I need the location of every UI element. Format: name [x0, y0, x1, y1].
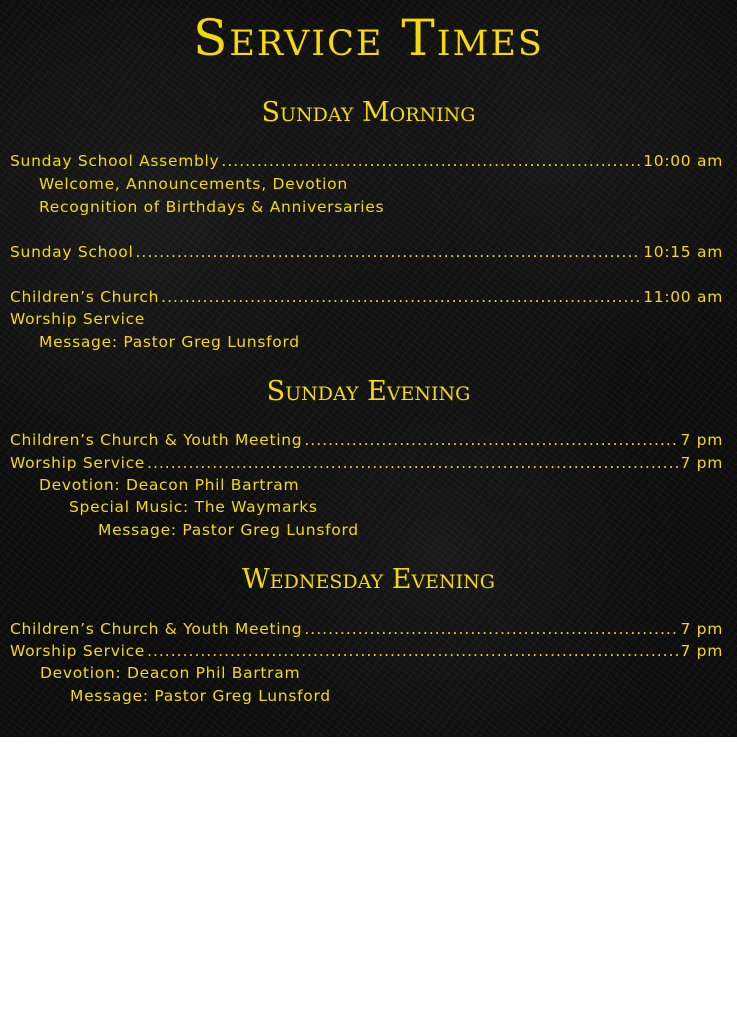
dot-leader: [147, 640, 678, 662]
wednesday-devotion: Devotion: Deacon Phil Bartram: [40, 664, 301, 682]
sunday-morning-heading: Sunday Morning: [261, 97, 476, 128]
schedule-row-wednesday-childrens-youth: [10, 618, 723, 640]
event-label: Children’s Church: [10, 288, 160, 306]
event-label: Worship Service: [10, 642, 146, 660]
schedule-row-wednesday-worship: [10, 640, 723, 662]
event-label: Children’s Church & Youth Meeting: [10, 431, 303, 449]
assembly-detail-1: Welcome, Announcements, Devotion: [39, 175, 348, 193]
morning-message: Message: Pastor Greg Lunsford: [39, 333, 300, 351]
evening-devotion: Devotion: Deacon Phil Bartram: [39, 476, 300, 494]
event-label: Children’s Church & Youth Meeting: [10, 620, 303, 638]
dot-leader: [135, 241, 641, 263]
sunday-evening-heading: Sunday Evening: [266, 376, 471, 407]
assembly-detail-2: Recognition of Birthdays & Anniversaries: [39, 198, 385, 216]
event-time: 10:15 am: [643, 243, 723, 261]
worship-service-label: Worship Service: [10, 310, 146, 328]
evening-special-music: Special Music: The Waymarks: [69, 498, 318, 516]
event-time: 7 pm: [680, 642, 723, 660]
schedule-row-sunday-school: [10, 241, 723, 263]
event-time: 10:00 am: [643, 152, 723, 170]
dot-leader: [147, 452, 678, 474]
schedule-row-sunday-school-assembly: [10, 150, 723, 172]
event-time: 7 pm: [680, 431, 723, 449]
dot-leader: [161, 286, 641, 308]
event-label: Sunday School: [10, 243, 134, 261]
wednesday-message: Message: Pastor Greg Lunsford: [70, 687, 331, 705]
schedule-row-sunday-evening-childrens-youth: [10, 429, 723, 451]
event-time: 7 pm: [680, 454, 723, 472]
event-label: Worship Service: [10, 454, 146, 472]
dot-leader: [304, 429, 678, 451]
schedule-row-sunday-evening-worship: [10, 452, 723, 474]
evening-message: Message: Pastor Greg Lunsford: [98, 521, 359, 539]
dot-leader: [304, 618, 678, 640]
dot-leader: [221, 150, 641, 172]
wednesday-evening-heading: Wednesday Evening: [242, 564, 495, 595]
event-time: 7 pm: [680, 620, 723, 638]
event-label: Sunday School Assembly: [10, 152, 220, 170]
schedule-row-childrens-church: [10, 286, 723, 308]
event-time: 11:00 am: [643, 288, 723, 306]
page-title: Service Times: [193, 9, 544, 67]
